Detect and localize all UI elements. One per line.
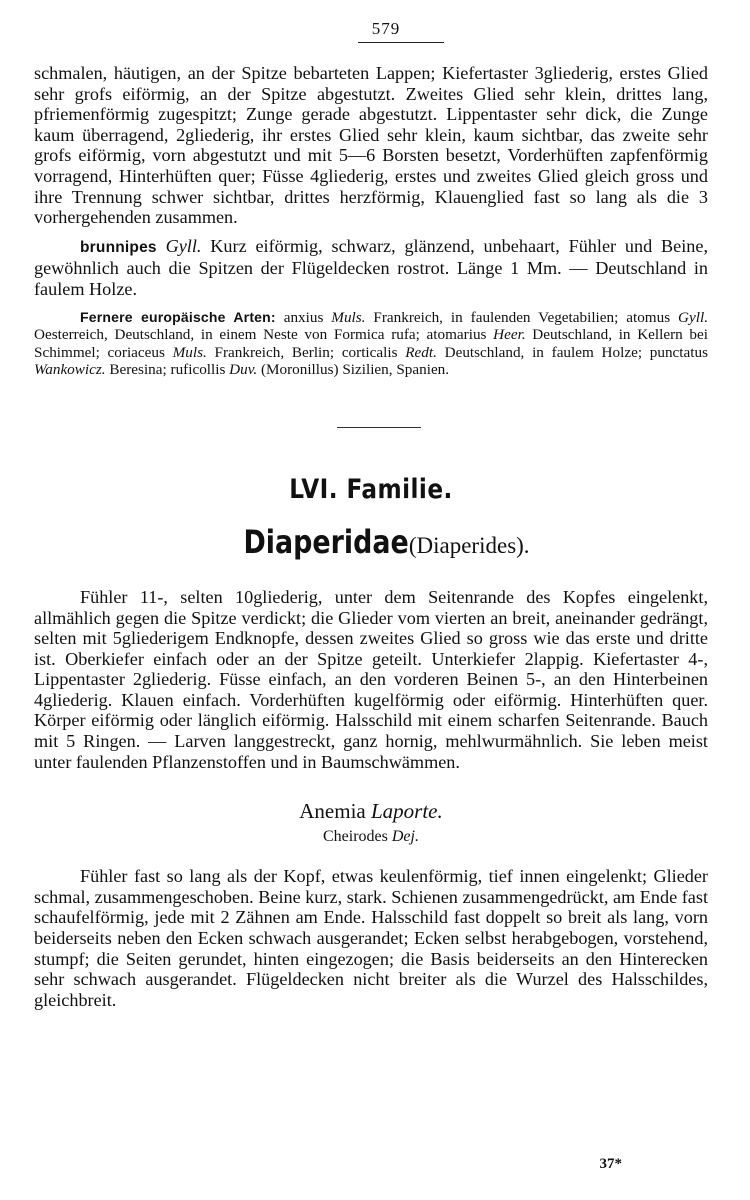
signature-mark: 37* [599, 1156, 622, 1172]
family-label: LVI. Familie. [289, 473, 453, 505]
genus-description: Fühler fast so lang als der Kopf, etwas keulenförmig, tief innen eingelenkt; Glieder schmal, zusammengeschoben. Beine kurz, stark. Schienen zusammengedrückt, am Ende fast schaufelförmig, jede mit 2 Zähnen am Ende. Halsschild fast doppelt so breit als lang, vorn beiderseits neben den Ecken schwach ausgerandet; Ecken selbst herabgebogen, vorstehend, stumpf; die Seiten gerundet, hinten eingezogen; die Basis beiderseits an den Hinterecken sehr schwach ausgerandet. Flügeldecken nicht breiter als die Wurzel des Halsschildes, gleichbreit. [34, 866, 708, 1010]
further-species-text: Deutschland, in Kellern bei Schimmel; coriaceus [34, 326, 708, 361]
family-name: Diaperidae [243, 522, 410, 561]
further-species-text: (Moronillus) Sizilien, Spanien. [257, 361, 450, 379]
species-description: Kurz eiförmig, schwarz, glänzend, unbehaart, Fühler und Beine, gewöhnlich auch die Spitzen der Flügeldecken rostrot. Länge 1 Mm. — Deutschland in faulem Holze. [34, 235, 708, 299]
species-author: Heer. [493, 326, 526, 344]
species-author: Duv. [229, 361, 258, 379]
page-number: 579 [371, 19, 401, 38]
family-title [34, 524, 708, 567]
intro-paragraph: schmalen, häutigen, an der Spitze bebarteten Lappen; Kiefertaster 3gliederig, erstes Glied sehr grofs eiförmig, an der Spitze abgestutzt. Zweites Glied sehr klein, drittes lang, pfriemenförmig zugespitzt; Zunge gerade abgestutzt. Lippentaster sehr dick, die Zunge kaum überragend, 2gliederig, ihr erstes Glied sehr klein, kaum sichtbar, das zweite sehr grofs eiförmig, vorn abgestutzt und mit 5—6 Borsten besetzt, Vorderhüften zapfenförmig vorragend, Hinterhüften quer; Füsse 4gliederig, erstes und zweites Glied gleich gross und ihre Trennung schwer sichtbar, drittes herzförmig, Klauenglied fast so lang als die 3 vorhergehenden zusammen. [34, 63, 708, 228]
genus-synonym [34, 826, 708, 848]
genus-author: Laporte. [370, 799, 443, 824]
page-number-rule [358, 42, 444, 43]
further-species-text: Beresina; ruficollis [105, 361, 230, 379]
family-description: Fühler 11-, selten 10gliederig, unter dem Seitenrande des Kopfes eingelenkt, allmählich gegen die Spitze verdickt; die Glieder vom vierten an breit, aneinander gedrängt, selten mit 5gliederigem Endknopfe, dessen zweites Glied so gross wie das erste und dritte ist. Oberkiefer einfach oder an der Spitze geteilt. Unterkiefer 2lappig. Kiefertaster 4-, Lippentaster 2gliederig. Füsse einfach, an den vorderen Beinen 5-, an den Hinterbeinen 4gliederig. Klauen einfach. Vorderhüften kugelförmig oder eiförmig. Hinterhüften quer. Körper eiförmig oder länglich eiförmig. Halsschild mit einem scharfen Seitenrande. Bauch mit 5 Ringen. — Larven langgestreckt, ganz hornig, mehlwurmähnlich. Sie leben meist unter faulenden Pflanzenstoffen und in Baumschwämmen. [34, 586, 708, 772]
species-author: Redt. [405, 343, 437, 361]
species-author: Wankowicz. [34, 361, 106, 379]
species-author: Gyll. [165, 235, 202, 256]
genus-synonym-author: Dej. [391, 828, 419, 846]
further-species-text: Frankreich, in faulenden Vegetabilien; atomus [365, 308, 679, 326]
species-author: Muls. [172, 343, 207, 361]
further-species-heading: Fernere europäische Arten: [80, 308, 276, 325]
further-species-text: Oesterreich, Deutschland, in einem Neste von Formica rufa; atomarius [34, 326, 494, 344]
genus-synonym-name: Cheirodes [323, 828, 388, 846]
further-species-paragraph [34, 309, 708, 379]
genus-title [34, 798, 708, 824]
species-author: Gyll. [678, 308, 708, 326]
family-alt-name: (Diaperides). [403, 532, 530, 558]
further-species-text: Frankreich, Berlin; corticalis [206, 343, 406, 361]
species-entry [34, 236, 708, 300]
species-name: brunnipes [80, 238, 157, 256]
further-species-text: anxius [275, 308, 332, 326]
section-divider [337, 427, 421, 428]
genus-name: Anemia [299, 799, 366, 824]
species-author: Muls. [331, 308, 366, 326]
further-species-text: Deutschland, in faulem Holze; punctatus [436, 343, 708, 361]
